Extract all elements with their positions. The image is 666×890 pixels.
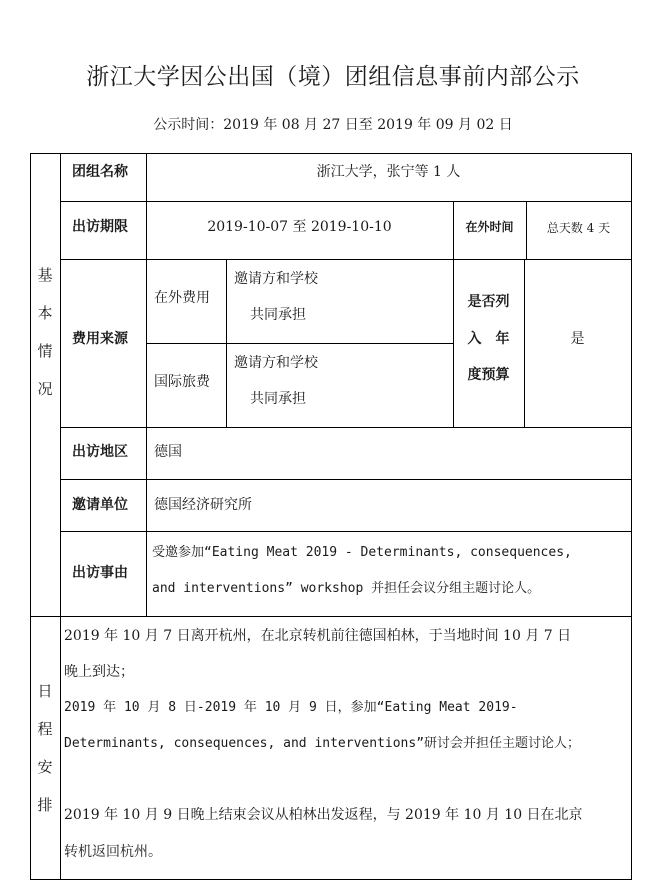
- reason-line1: 受邀参加“Eating Meat 2019 - Determinants, consequences,: [152, 545, 572, 560]
- row-divider: [146, 343, 453, 344]
- funding-label: 费用来源: [72, 331, 128, 347]
- budget-value: 是: [570, 331, 585, 347]
- region-value: 德国: [154, 444, 182, 460]
- budget-label-line1: 是否列: [467, 294, 510, 310]
- inviter-label: 邀请单位: [72, 497, 128, 513]
- schedule-line: 2019 年 10 月 9 日晚上结束会议从柏林出发返程，与 2019 年 10 月 10 日在北京: [64, 807, 583, 823]
- schedule-line: 晚上到达；: [64, 664, 134, 680]
- schedule-line: Determinants, consequences, and interventions”研讨会并担任主题讨论人；: [64, 736, 581, 751]
- intl-travel-line2: 共同承担: [250, 391, 306, 407]
- budget-label-line3: 度预算: [467, 367, 510, 383]
- schedule-line: 转机返回杭州。: [64, 844, 162, 860]
- region-label: 出访地区: [72, 444, 128, 460]
- reason-label: 出访事由: [72, 565, 128, 581]
- section-divider: [30, 616, 632, 617]
- schedule-line: 2019 年 10 月 7 日离开杭州，在北京转机前往德国柏林，于当地时间 10 月 7 日: [64, 628, 572, 644]
- schedule-section-label: 日 程 安 排: [37, 682, 53, 814]
- group-name-label: 团组名称: [72, 164, 128, 180]
- notice-time: 公示时间：2019 年 08 月 27 日至 2019 年 09 月 02 日: [153, 117, 513, 133]
- period-value: 2019-10-07 至 2019-10-10: [207, 219, 392, 235]
- group-name-value: 浙江大学，张宁等 1 人: [316, 164, 461, 180]
- abroad-time-value: 总天数 4 天: [546, 221, 611, 235]
- abroad-cost-line1: 邀请方和学校: [234, 271, 318, 287]
- table-border-right: [631, 153, 632, 880]
- cost-column-divider: [226, 259, 227, 427]
- table-border-bottom: [30, 879, 632, 880]
- inviter-value: 德国经济研究所: [154, 497, 252, 513]
- abroad-time-label: 在外时间: [465, 220, 514, 234]
- basic-info-section-label: 基 本 情 况: [37, 266, 53, 398]
- section-column-divider: [60, 153, 61, 880]
- schedule-line: 2019 年 10 月 8 日-2019 年 10 月 9 日，参加“Eating Meat 2019-: [64, 700, 518, 715]
- budget-label-line2: 入 年: [467, 331, 510, 347]
- page-title: 浙江大学因公出国（境）团组信息事前内部公示: [86, 64, 580, 90]
- table-border-top: [30, 153, 632, 154]
- reason-line2: and interventions” workshop 并担任会议分组主题讨论人。: [152, 581, 541, 596]
- period-label: 出访期限: [72, 219, 128, 235]
- intl-travel-label: 国际旅费: [154, 374, 210, 390]
- intl-travel-line1: 邀请方和学校: [234, 355, 318, 371]
- abroad-cost-label: 在外费用: [154, 290, 210, 306]
- abroad-cost-line2: 共同承担: [250, 307, 306, 323]
